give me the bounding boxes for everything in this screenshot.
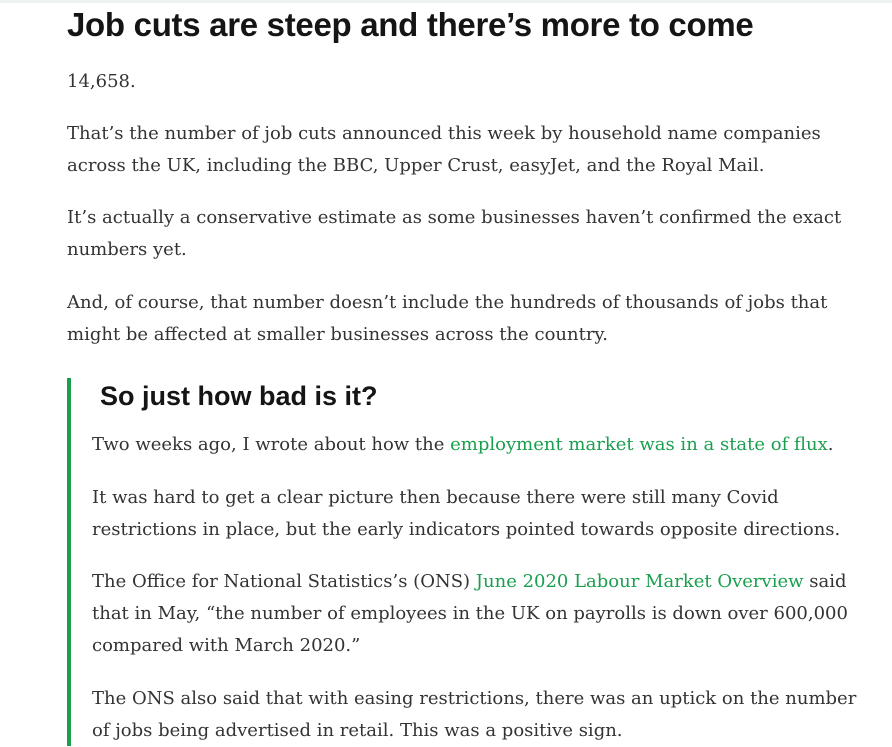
paragraph-text: said that in May, “the number of employees in the UK on payrolls is down over 600,000 compared with March 2020.” bbox=[92, 571, 848, 656]
article-paragraph: That’s the number of job cuts announced this week by household name companies across the UK, including the BBC, Upper Crust, easyJet, and the Royal Mail. bbox=[67, 123, 821, 176]
section-block bbox=[67, 378, 861, 746]
paragraph-text: The Office for National Statistics’s (ONS) bbox=[92, 571, 476, 592]
top-divider bbox=[0, 0, 892, 3]
paragraph-text: Two weeks ago, I wrote about how the bbox=[92, 434, 451, 455]
article-paragraph: And, of course, that number doesn’t include the hundreds of thousands of jobs that might be affected at smaller businesses across the country. bbox=[67, 292, 828, 345]
section-paragraph: The ONS also said that with easing restrictions, there was an uptick on the number of jobs being advertised in retail. This was a positive sign. bbox=[92, 688, 857, 741]
section-paragraph bbox=[92, 429, 862, 461]
section-paragraph bbox=[92, 566, 862, 662]
job-cut-count: 14,658. bbox=[67, 71, 136, 92]
labour-market-overview-link[interactable]: June 2020 Labour Market Overview bbox=[475, 571, 804, 592]
article-title: Job cuts are steep and there’s more to come bbox=[67, 6, 754, 43]
article-paragraph: It’s actually a conservative estimate as some businesses haven’t confirmed the exact numbers yet. bbox=[67, 207, 842, 260]
employment-market-link[interactable]: employment market was in a state of flux bbox=[450, 434, 828, 455]
section-heading: So just how bad is it? bbox=[100, 381, 378, 411]
paragraph-text: . bbox=[827, 434, 834, 455]
section-paragraph: It was hard to get a clear picture then because there were still many Covid restrictions in place, but the early indicators pointed towards opposite directions. bbox=[92, 487, 841, 540]
